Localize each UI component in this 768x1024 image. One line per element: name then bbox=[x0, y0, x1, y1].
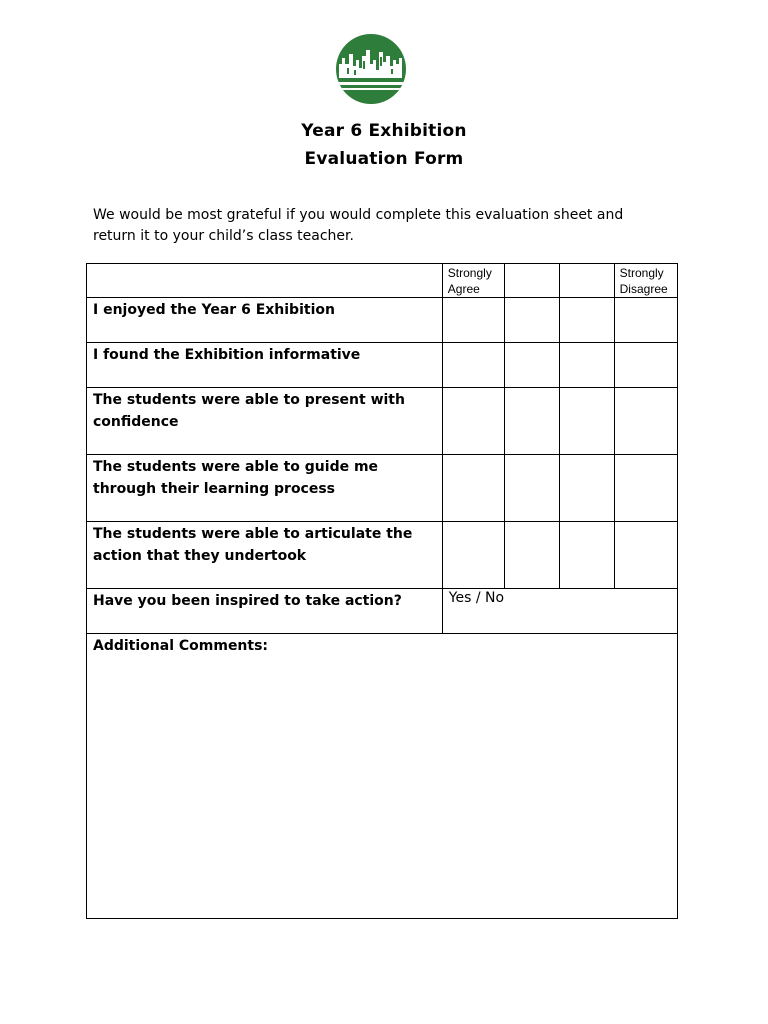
rating-cell-1[interactable] bbox=[442, 388, 504, 455]
form-title-line1: Year 6 Exhibition bbox=[301, 121, 467, 141]
header-strongly-disagree bbox=[614, 264, 677, 298]
strongly-disagree-label: Strongly Disagree bbox=[619, 266, 668, 296]
rating-cell-4[interactable] bbox=[614, 298, 677, 343]
rating-cell-1[interactable] bbox=[442, 298, 504, 343]
table-row bbox=[87, 298, 678, 343]
rating-cell-4[interactable] bbox=[614, 522, 677, 589]
inspired-question: Have you been inspired to take action? bbox=[93, 593, 402, 609]
rating-cell-3[interactable] bbox=[560, 455, 614, 522]
question-label: I enjoyed the Year 6 Exhibition bbox=[93, 302, 335, 318]
rating-cell-2[interactable] bbox=[505, 522, 560, 589]
rating-cell-3[interactable] bbox=[560, 388, 614, 455]
rating-cell-1[interactable] bbox=[442, 455, 504, 522]
header-blank-cell bbox=[505, 264, 560, 298]
rating-cell-2[interactable] bbox=[505, 455, 560, 522]
school-logo-icon bbox=[333, 34, 409, 104]
rating-cell-2[interactable] bbox=[505, 343, 560, 388]
question-label: The students were able to guide me through their learning process bbox=[93, 459, 379, 497]
table-row bbox=[87, 343, 678, 388]
intro-text bbox=[93, 205, 693, 247]
question-label: I found the Exhibition informative bbox=[93, 347, 361, 363]
yes-no-answer: Yes / No bbox=[448, 590, 505, 606]
rating-cell-1[interactable] bbox=[442, 522, 504, 589]
rating-cell-4[interactable] bbox=[614, 343, 677, 388]
rating-cell-4[interactable] bbox=[614, 388, 677, 455]
table-row bbox=[87, 388, 678, 455]
strongly-agree-label: Strongly Agree bbox=[447, 266, 492, 296]
table-row bbox=[87, 522, 678, 589]
rating-cell-2[interactable] bbox=[505, 388, 560, 455]
header-blank-cell bbox=[560, 264, 614, 298]
rating-cell-3[interactable] bbox=[560, 343, 614, 388]
comments-row bbox=[87, 634, 678, 919]
question-label: The students were able to present with confidence bbox=[93, 392, 405, 430]
comments-cell[interactable] bbox=[87, 634, 678, 919]
rating-cell-3[interactable] bbox=[560, 522, 614, 589]
intro-line2: return it to your child’s class teacher. bbox=[93, 228, 354, 244]
header-blank-cell bbox=[87, 264, 443, 298]
form-title-line2: Evaluation Form bbox=[304, 149, 464, 169]
rating-cell-2[interactable] bbox=[505, 298, 560, 343]
intro-line1: We would be most grateful if you would complete this evaluation sheet and bbox=[93, 207, 624, 223]
table-row bbox=[87, 455, 678, 522]
inspired-row bbox=[87, 589, 678, 634]
evaluation-table bbox=[86, 263, 678, 919]
yes-no-cell[interactable] bbox=[442, 589, 677, 634]
additional-comments-label: Additional Comments: bbox=[93, 638, 269, 654]
rating-cell-1[interactable] bbox=[442, 343, 504, 388]
rating-cell-3[interactable] bbox=[560, 298, 614, 343]
question-label: The students were able to articulate the action that they undertook bbox=[93, 526, 413, 564]
rating-cell-4[interactable] bbox=[614, 455, 677, 522]
header-strongly-agree bbox=[442, 264, 504, 298]
table-header-row bbox=[87, 264, 678, 298]
